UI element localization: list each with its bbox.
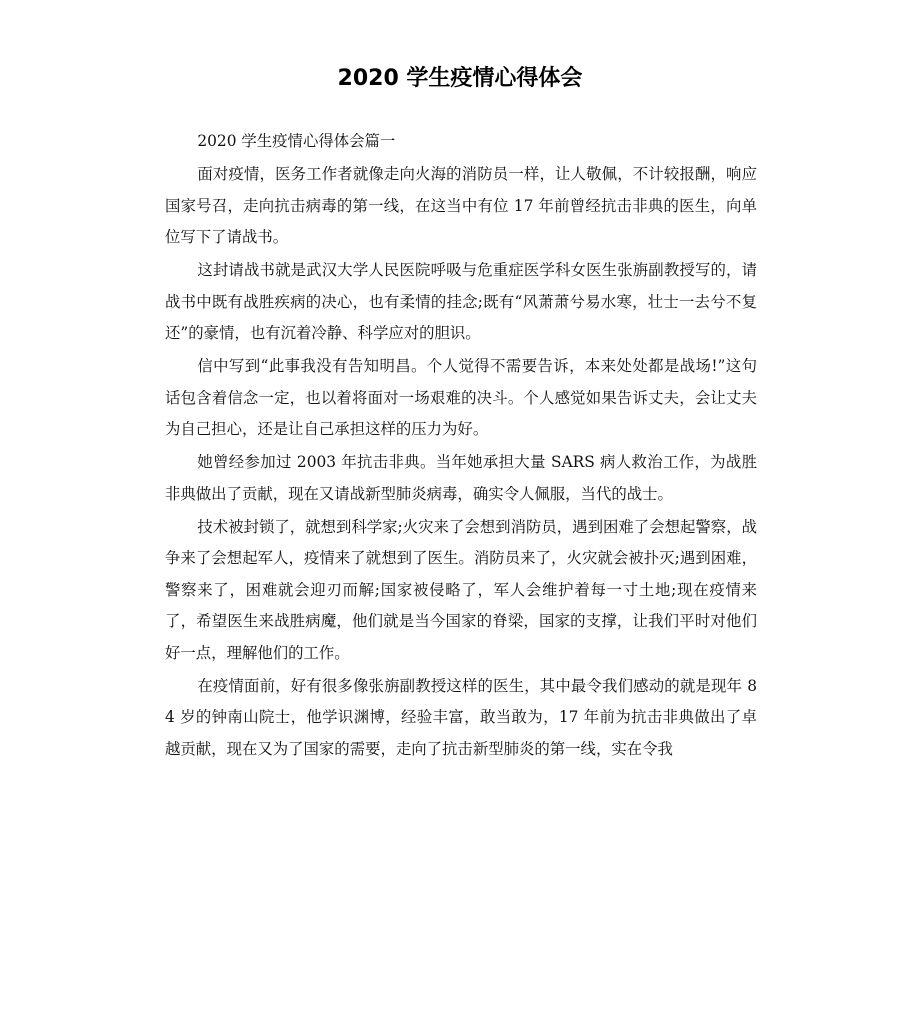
paragraph-4: 她曾经参加过 2003 年抗击非典。当年她承担大量 SARS 病人救治工作，为战胜非典做出了贡献，现在又请战新型肺炎病毒，确实令人佩服，当代的战士。 <box>165 453 757 503</box>
paragraph-3: 信中写到“此事我没有告知明昌。个人觉得不需要告诉，本来处处都是战场!”这句话包含着信念一定，也以着将面对一场艰难的决斗。个人感觉如果告诉丈夫，会让丈夫为自己担心，还是让自己承担这样的压力为好。 <box>165 357 757 438</box>
paragraph-2: 这封请战书就是武汉大学人民医院呼吸与危重症医学科女医生张旃副教授写的，请战书中既有战胜疾病的决心，也有柔情的挂念;既有“风萧萧兮易水寒，壮士一去兮不复还”的豪情，也有沉着冷静、科学应对的胆识。 <box>165 261 757 342</box>
section-heading: 2020 学生疫情心得体会篇一 <box>197 132 396 150</box>
document-title: 2020 学生疫情心得体会 <box>337 66 583 91</box>
paragraph-5: 技术被封锁了，就想到科学家;火灾来了会想到消防员，遇到困难了会想起警察，战争来了会想起军人，疫情来了就想到了医生。消防员来了，火灾就会被扑灭;遇到困难，警察来了，困难就会迎刃而解;国家被侵略了，军人会维护着每一寸土地;现在疫情来了，希望医生来战胜病魔，他们就是当今国家的脊梁，国家的支撑，让我们平时对他们好一点，理解他们的工作。 <box>165 517 757 662</box>
paragraph-1: 面对疫情，医务工作者就像走向火海的消防员一样，让人敬佩，不计较报酬，响应国家号召，走向抗击病毒的第一线，在这当中有位 17 年前曾经抗击非典的医生，向单位写下了请战书。 <box>165 165 757 246</box>
paragraph-6: 在疫情面前，好有很多像张旃副教授这样的医生，其中最令我们感动的就是现年 84 岁的钟南山院士，他学识渊博，经验丰富，敢当敢为，17 年前为抗击非典做出了卓越贡献，现在又为了国家的需要，走向了抗击新型肺炎的第一线，实在令我 <box>165 676 757 758</box>
document-body <box>165 126 757 767</box>
